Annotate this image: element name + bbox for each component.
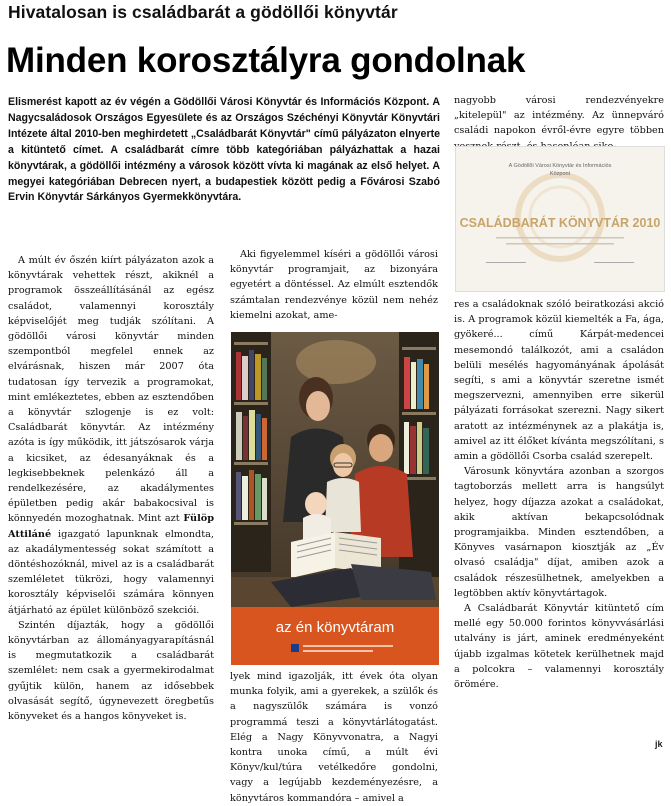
paragraph: lyek mind igazolják, itt évek óta olyan munka folyik, ami a gyerekek, a szülők és a nagyszülők számára is vonzó programmá teszi a könyvtárlátogatást. Elég a Nagy Könyvvonatra, a Nagyi kontra unoka című, a múlt évi Könyv/kul/túra vetélkedőre gondolni, vagy a legújabb kezdeményezésre, a könyvtáros kommandóra – amivel a	[230, 671, 438, 804]
paragraph: Városunk könyvtára azonban a szorgos tagtoborzás mellett arra is hangsúlyt helyez, hogy díjazza azokat a családokat, akik aktívan bekapcsolódnak programjaikba. Minden esztendőben, a Könyves vasárnapon kiosztják az „Év olvasó családja" díjat, amiben azok a családok részesülhetnek, amelyekben a legtöbben aktív könyvtártagok.	[454, 466, 664, 599]
paragraph: Aki figyelemmel kíséri a gödöllői városi könyvtár programjait, az bizonyára egyetért a döntéssel. Az elmúlt esztendők számtalan rendezvénye közül nem nehéz kiemelni azokat, ame-	[230, 249, 438, 321]
paragraph: nagyobb városi rendezvényekre „kitelepül" az intézmény. Az ünnepváró családi napokon évről-évre egyre többen	[454, 95, 664, 137]
article-column-3-top	[454, 93, 664, 143]
article-lead: Elismerést kapott az év végén a Gödöllői Városi Könyvtár és Információs Központ. A Nagycsaládosok Országos Egyesülete és az Országos Széchényi Könyvtár Könyvtári Intézete által 2010-ben meghirdetett „Családbarát Könyvtár" című pályázaton elnyerte a kitüntető címet. A családbarát címre több kategóriában pályázhattak a hazai könyvtárak, a gödöllői intézmény a városok között vívta ki magának az első helyet. A megyei kategóriában Debrecen nyert, a budapestiek között pedig a Fővárosi Szabó Ervin Könyvtár Sárkányos Gyermekkönyvtára.	[8, 96, 440, 204]
family-reading-illustration	[231, 332, 439, 665]
article-headline: Minden korosztályra gondolnak	[6, 41, 526, 80]
certificate-header-line-2: Központ	[549, 171, 571, 177]
family-photo	[231, 332, 439, 665]
paragraph: Szintén díjazták, hogy a gödöllői könyvtárban az állományagyarapításnál is megmutatkozik a családbarát szemlélet: nem csak a gyermekirodalmat gyűjtik külön, hanem az idősebbek olvasását segítő, úgynevezett öregbetűs könyveket és a hangos könyveket is.	[8, 619, 214, 723]
paragraph: A múlt év őszén kiírt pályázaton azok a könyvtárak vehettek részt, akiknél a programok összeállításánál az egész családot, valamennyi korosztály képviselőjét meg tudják szólítani. A gödöllői városi könyvtár minden szempontból megfelel ennek az elvárásnak, hiszen már 2007 óta tudatosan így tervezik a programokat, mint emlékeztetes, ebben az esztendőben a könyvtár szlogenje is ez volt: Családbarát könyvtár. Az intézmény azóta is így működik, itt játszósarok várja a kicsiket, az édesanyáknak és a legkisebbeknek pelenkázó áll a rendelkezésére, az akadálymentes épületben pedig akár babakocsival is könnyedén mozoghatnak. Mint azt Fülöp Attiláné igazgató lapunknak elmondta, az akadálymentesség sokat számított a döntéshozóknál, mivel az is a családbarát szemléletet tükrözi, hogy valamennyi korosztály képviselői számára könnyen átjárható az épület különböző szekciói.	[8, 255, 214, 616]
paragraph: res a családoknak szóló beiratkozási akció is. A programok közül kiemelték a Fa, ága, gyökeré... című Kárpát-medencei mesemondó találkozót, ami a családon belüli mesélés hagyományának ápolását segíti, s ami a könyvtár szeretne ismét megszervezni, amennyiben erre sikerül pályázati forrásokat szerezni. Nagy sikert aratott az intézménynek az a plakátja is, amivel az itt élőket kívánta megszólítani, s amin a gödöllői Csorba család szerepelt.	[454, 299, 664, 463]
certificate-header-line-1: A Gödöllői Városi Könyvtár és Információs	[508, 163, 612, 169]
photo-caption: az én könyvtáram	[275, 619, 395, 636]
article-column-1	[8, 253, 214, 763]
award-certificate-image	[455, 146, 665, 292]
author-signature: jk	[655, 739, 663, 749]
article-column-2-bottom	[230, 669, 438, 804]
certificate-title: CSALÁDBARÁT KÖNYVTÁR 2010	[459, 216, 661, 230]
article-column-2-top	[230, 247, 438, 337]
article-kicker: Hivatalosan is családbarát a gödöllői könyvtár	[8, 2, 398, 22]
certificate-illustration	[456, 147, 664, 291]
paragraph: A Családbarát Könyvtár kitüntető cím mellé egy 50.000 forintos könyvvásárlási utalvány is járt, aminek eredményeként újabb izgalmas kötetek kerülhetnek majd a polcokra – valamennyi korosztály örömére.	[454, 603, 664, 691]
person-name: Fülöp Attiláné	[8, 513, 214, 540]
article-column-3	[454, 297, 664, 763]
